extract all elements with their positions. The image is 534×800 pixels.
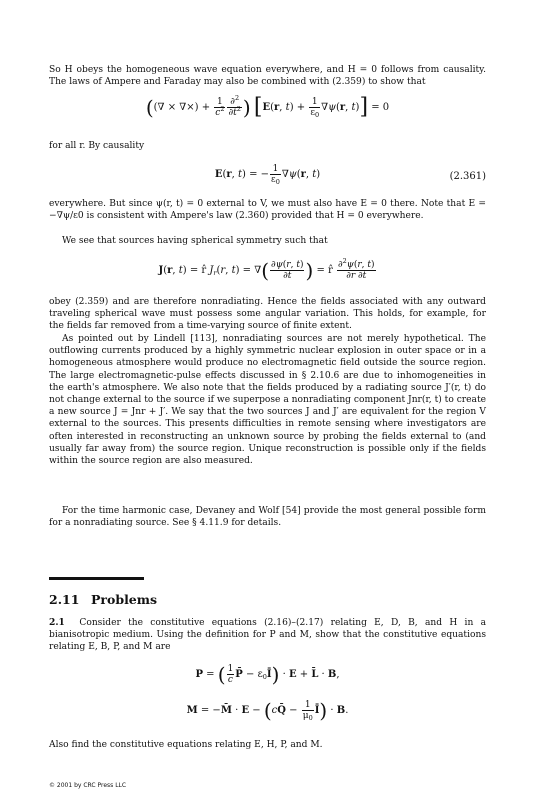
paragraph-lindell: As pointed out by Lindell [113], nonradiating sources are not merely hypothetical. The outflowing currents produced by a highly symmetric nuclear explosion in outer space or in a homogeneous atmosphere would produce no electromagnetic field outside the source region. The large electromagnetic-pulse effects discussed in § 2.10.6 are due to inhomogeneities in the earth's atmosphere. We also note that the fields produced by a radiating source J′(r, t) do not change external to the source if we superpose a nonradiating component Jnr(r, t) to create a new source J = Jnr + J′. We say that the two sources J and J′ are equivalent for the region V external to the sources. This presents difficulties in remote sensing where investigators are often interested in reconstructing an unknown source by probing the fields external to (and usually far away from) the source region. Unique reconstruction is possible only if the fields within the source region are also measured. (49, 334, 486, 467)
equation-constitutive-p: P = ( $\frac{1}{c}$ P̄ − $\varepsilon_0Ī) \cdot E$ + L̄ · B, (195, 662, 340, 687)
section-number: 2.11 (49, 592, 80, 607)
paragraph-external-field: everywhere. But since ψ(r, t) = 0 external to V, we must also have E = 0 there. Note that E = −∇ψ/ε0 is consistent with Ampere's law (2.360) provided that H = 0 everywhere. (49, 199, 486, 222)
section-divider (49, 577, 144, 580)
equation-spherical-current: J(r, t) = r̂ $J_r(r$, t) = ∇( $\frac{\partial\psi(r, t)}{\partial t}$ ) = r̂ $\frac{\partial^2\psi(r, t)}{\partial r \partial t}$ (158, 257, 375, 283)
paragraph-nonradiating: obey (2.359) and are therefore nonradiating. Hence the fields associated with any outward traveling spherical wave must possess some angular variation. This holds, for example, for the fields far removed from a time-varying source of finite extent. (49, 297, 486, 332)
equation-number: (2.361) (449, 171, 486, 182)
equation-constitutive-m: M = −M̄ · E − (cQ̄ − $\frac{1}{\mu_0}$ Ī) · B. (186, 698, 349, 723)
problem-2-1 (49, 617, 486, 654)
copyright-footer: © 2001 by CRC Press LLC (49, 782, 127, 789)
section-title: Problems (91, 592, 158, 607)
equation-wave-combined: ((∇ × ∇×) + $\frac{1}{c^2}$ $\frac{\partial^2}{\partial t^2}$ ) [E(r, t) + $\frac{1}{\varepsilon_0}$ ∇ψ(r, t)] = 0 (145, 94, 390, 120)
paragraph-devaney-wolf: For the time harmonic case, Devaney and Wolf [54] provide the most general possible form for a nonradiating source. See § 4.11.9 for details. (49, 506, 486, 529)
paragraph-spherical-sources: We see that sources having spherical symmetry such that (62, 236, 328, 246)
paragraph-wave-equation: So H obeys the homogeneous wave equation everywhere, and H = 0 follows from causality. The laws of Ampere and Faraday may also be combined with (2.359) to show that (49, 65, 486, 88)
paragraph-causality: for all r. By causality (49, 141, 145, 151)
section-heading (49, 594, 157, 606)
equation-2-361: E(r, t) = − $\frac{1}{\varepsilon_0}$ ∇ψ(r, t) (2.361) (214, 164, 486, 186)
problem-number: 2.1 (49, 617, 65, 628)
problem-closing-text: Also find the constitutive equations relating E, H, P, and M. (49, 740, 323, 750)
problem-text: Consider the constitutive equations (2.16)–(2.17) relating E, D, B, and H in a bianisotropic medium. Using the definition for P and M, show that the constitutive equations relating E, B, P, and M are (49, 618, 486, 653)
